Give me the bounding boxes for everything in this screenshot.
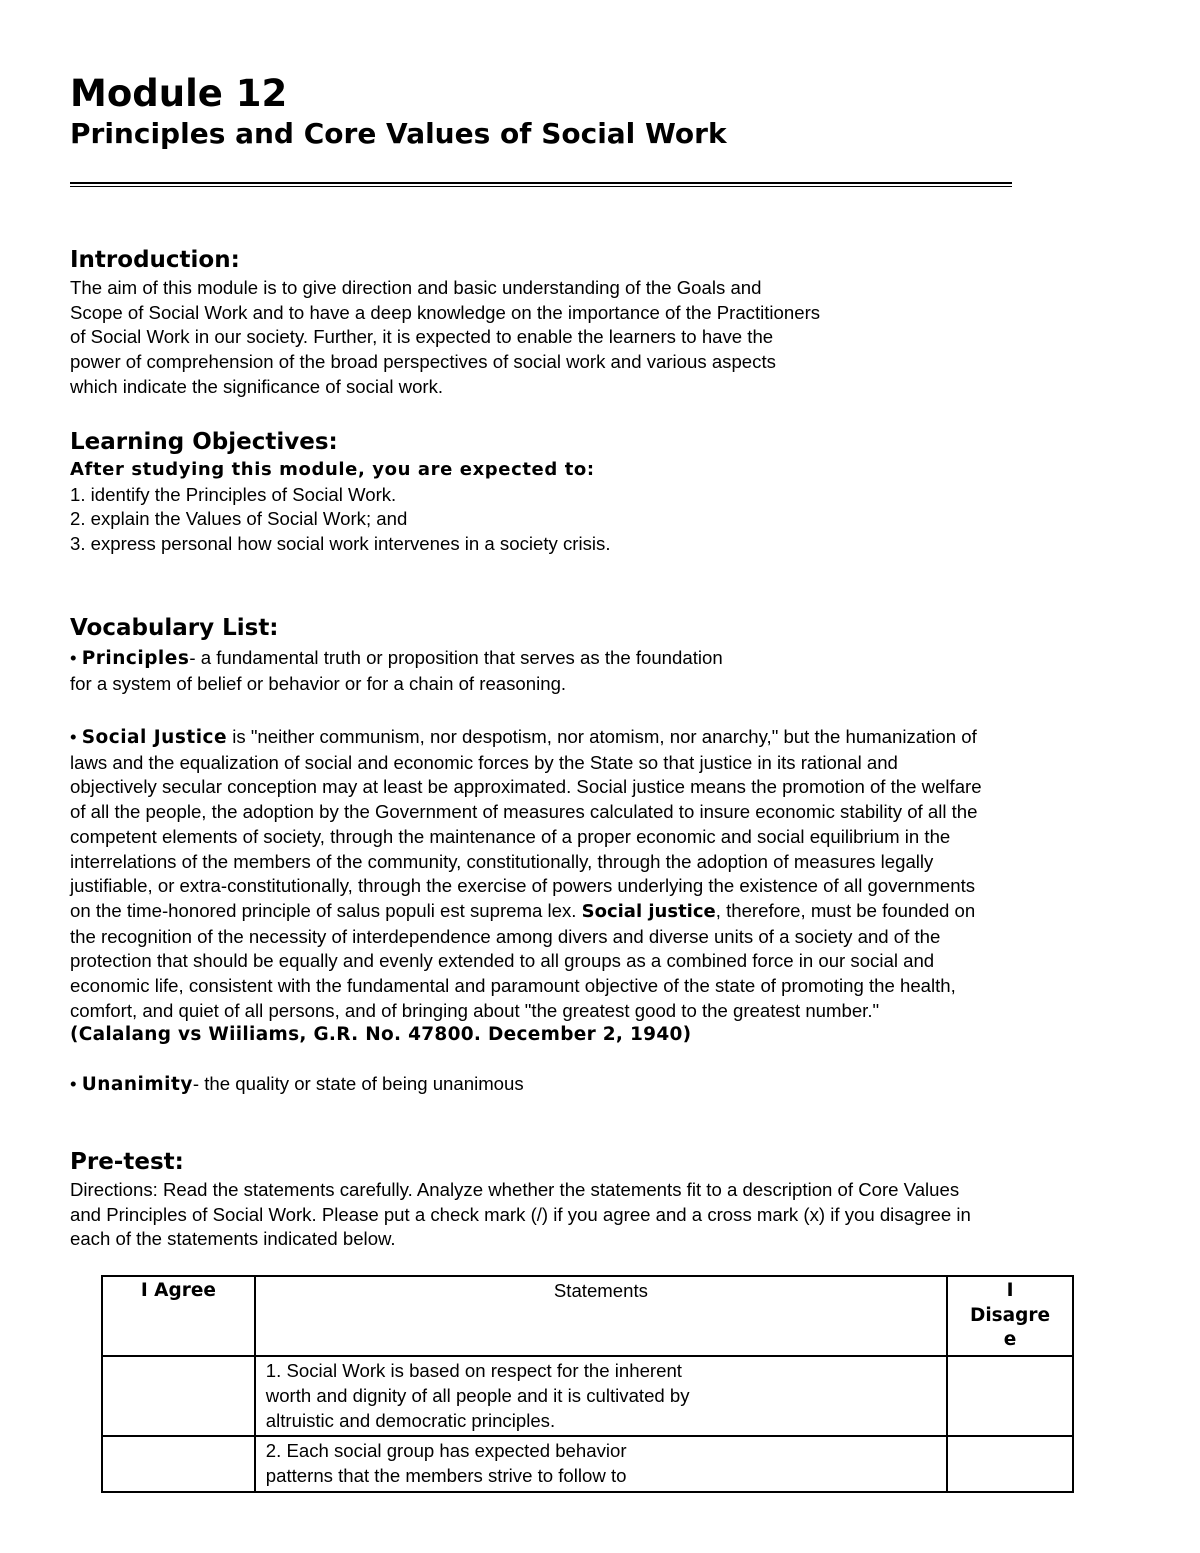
vocab-social-justice	[70, 725, 982, 1048]
statement-line: altruistic and democratic principles.	[265, 1409, 556, 1431]
vocab-definition-text: , therefore, must be founded on	[715, 899, 976, 921]
disagree-cell[interactable]	[947, 1436, 1073, 1491]
bullet: •	[70, 647, 82, 668]
header-disagree-line: e	[1003, 1329, 1017, 1351]
bullet: •	[70, 1073, 82, 1094]
vocab-definition-line: objectively secular conception may at least be approximated. Social justice means the promotion of the welfare	[70, 776, 982, 798]
statement-line: 1. Social Work is based on respect for the inherent	[265, 1360, 682, 1382]
vocab-definition-line: the recognition of the necessity of interdependence among divers and diverse units of a society and of the	[70, 925, 941, 947]
header-disagree-line: I	[1006, 1280, 1014, 1301]
introduction-line: The aim of this module is to give direction and basic understanding of the Goals and	[70, 277, 762, 298]
vocab-principles	[70, 646, 723, 696]
header-statements: Statements	[255, 1276, 947, 1356]
pretest-heading: Pre-test:	[70, 1149, 184, 1175]
vocab-unanimity	[70, 1072, 524, 1098]
bullet: •	[70, 726, 82, 747]
vocab-definition-line: interrelations of the members of the community, constitutionally, through the adoption of measures legally	[70, 850, 934, 872]
pretest-table	[101, 1275, 1074, 1493]
vocab-definition-line: justifiable, or extra-constitutionally, through the exercise of powers underlying the existence of all governments	[70, 875, 976, 897]
table-row	[102, 1356, 1073, 1436]
statement-line: patterns that the members strive to follow to	[265, 1464, 627, 1486]
statement-cell	[255, 1356, 947, 1436]
introduction-line: power of comprehension of the broad perspectives of social work and various aspects	[70, 351, 776, 373]
case-citation: (Calalang vs Wiiliams, G.R. No. 47800. December 2, 1940)	[70, 1024, 692, 1046]
vocab-definition: is "neither communism, nor despotism, nor atomism, nor anarchy," but the humanization of	[227, 726, 977, 747]
statement-line: worth and dignity of all people and it is cultivated by	[265, 1384, 690, 1406]
vocab-definition: for a system of belief or behavior or for a chain of reasoning.	[70, 672, 567, 694]
vocab-definition-text: on the time-honored principle of salus populi est suprema lex.	[70, 899, 582, 921]
vocab-definition: - the quality or state of being unanimous	[192, 1073, 524, 1094]
directions-line: and Principles of Social Work. Please put a check mark (/) if you agree and a cross mark (x) if you disagree in	[70, 1203, 971, 1225]
objective-item: 3. express personal how social work intervenes in a society crisis.	[70, 533, 611, 555]
table-row	[102, 1436, 1073, 1491]
objectives-body	[70, 458, 610, 557]
vocabulary-heading: Vocabulary List:	[70, 615, 279, 641]
agree-cell[interactable]	[102, 1356, 255, 1436]
header-agree: I Agree	[102, 1276, 255, 1356]
header-disagree	[947, 1276, 1073, 1356]
objectives-heading: Learning Objectives:	[70, 429, 338, 455]
vocab-definition-line: laws and the equalization of social and economic forces by the State so that justice in its rational and	[70, 751, 898, 773]
directions-line: each of the statements indicated below.	[70, 1228, 396, 1250]
vocab-definition-line: of all the people, the adoption by the Government of measures calculated to insure economic stability of all the	[70, 801, 978, 823]
vocab-definition-line: economic life, consistent with the fundamental and paramount objective of the state of promoting the health,	[70, 975, 956, 997]
objective-item: 1. identify the Principles of Social Work.	[70, 483, 397, 505]
emphasis-social-justice: Social justice	[581, 900, 716, 922]
title-divider	[70, 182, 1012, 187]
objectives-lead: After studying this module, you are expected to:	[70, 459, 595, 480]
introduction-heading: Introduction:	[70, 247, 240, 273]
disagree-cell[interactable]	[947, 1356, 1073, 1436]
vocab-term-unanimity: Unanimity	[81, 1074, 193, 1095]
vocab-definition-line: comfort, and quiet of all persons, and of bringing about "the greatest good to the greatest number."	[70, 999, 880, 1021]
pretest-directions	[70, 1178, 971, 1252]
introduction-body	[70, 276, 820, 400]
vocab-definition-line: protection that should be equally and evenly extended to all groups as a combined force in our social and	[70, 950, 935, 972]
agree-cell[interactable]	[102, 1436, 255, 1491]
statement-line: 2. Each social group has expected behavior	[265, 1440, 627, 1462]
module-subtitle: Principles and Core Values of Social Work	[70, 117, 727, 150]
introduction-line: which indicate the significance of social work.	[70, 375, 444, 397]
header-disagree-line: Disagre	[969, 1304, 1051, 1326]
vocab-definition-line: competent elements of society, through the maintenance of a proper economic and social equilibrium in the	[70, 825, 951, 847]
table-header-row	[102, 1276, 1073, 1356]
module-title: Module 12	[70, 72, 288, 115]
objective-item: 2. explain the Values of Social Work; and	[70, 508, 408, 530]
introduction-line: Scope of Social Work and to have a deep knowledge on the importance of the Practitioners	[70, 301, 821, 323]
vocab-term-social-justice: Social Justice	[81, 727, 228, 748]
introduction-line: of Social Work in our society. Further, it is expected to enable the learners to have the	[70, 326, 774, 348]
vocab-definition: - a fundamental truth or proposition that serves as the foundation	[189, 647, 723, 668]
statement-cell	[255, 1436, 947, 1491]
vocab-term-principles: Principles	[81, 648, 190, 669]
directions-line: Directions: Read the statements carefully. Analyze whether the statements fit to a description of Core Values	[70, 1179, 960, 1200]
